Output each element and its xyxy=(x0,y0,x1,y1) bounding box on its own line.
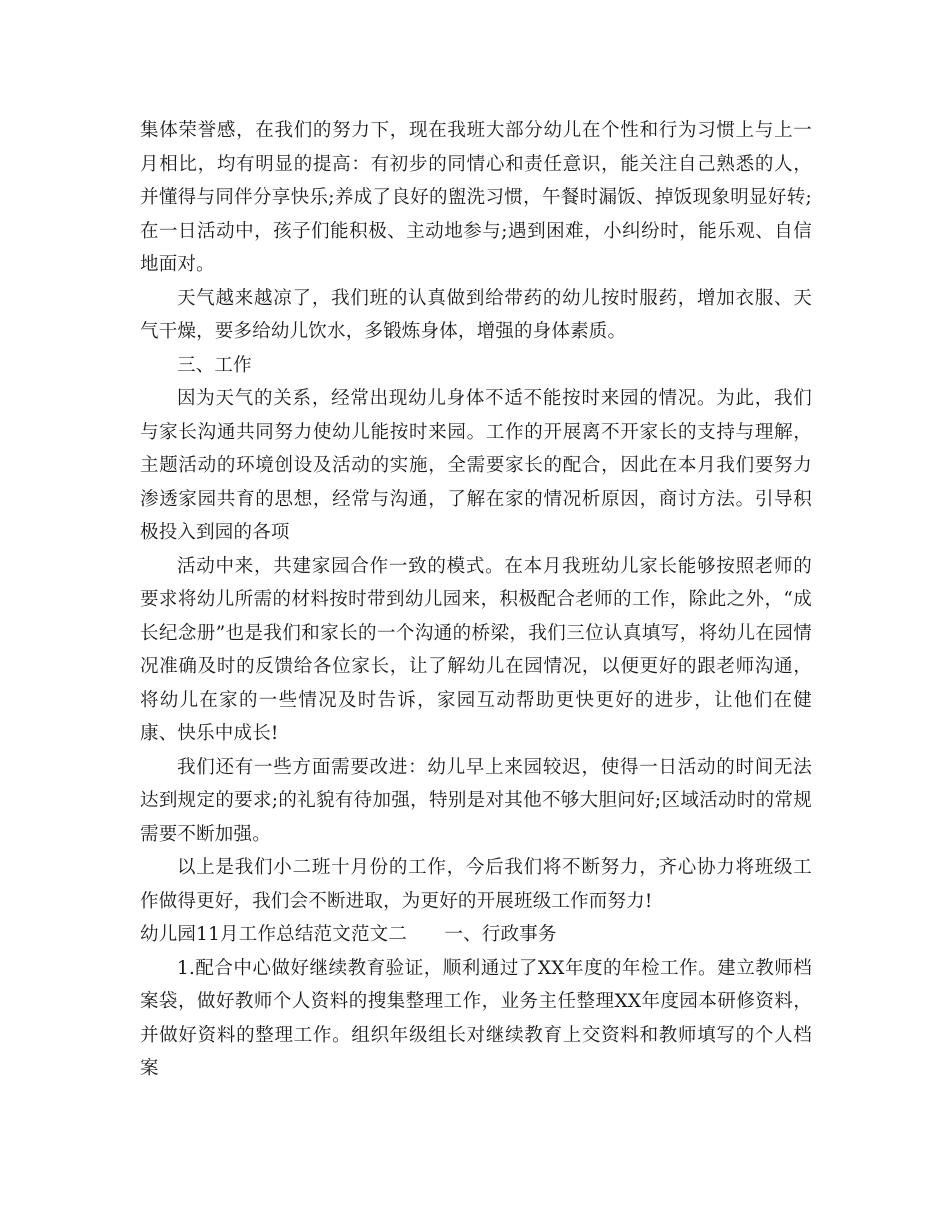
paragraph-collective-honor: 集体荣誉感，在我们的努力下，现在我班大部分幼儿在个性和行为习惯上与上一月相比，均有明显的提高：有初步的同情心和责任意识，能关注自己熟悉的人，并懂得与同伴分享快乐;养成了良好的盥洗习惯，午餐时漏饭、掉饭现象明显好转;在一日活动中，孩子们能积极、主动地参与;遇到困难，小纠纷时，能乐观、自信地面对。 xyxy=(140,120,812,275)
paragraph-conclusion: 以上是我们小二班十月份的工作，今后我们将不断努力，齐心协力将班级工作做得更好，我们会不断进取，为更好的开展班级工作而努力! xyxy=(140,857,812,912)
paragraph-administrative-affairs: 1.配合中心做好继续教育验证，顺利通过了XX年度的年检工作。建立教师档案袋，做好教师个人资料的搜集整理工作，业务主任整理XX年度园本研修资料，并做好资料的整理工作。组织年级组长对继续教育上交资料和教师填写的个人档案 xyxy=(140,957,812,1079)
paragraph-improvements: 我们还有一些方面需要改进：幼儿早上来园较迟，使得一日活动的时间无法达到规定的要求;的礼貌有待加强，特别是对其他不够大胆问好;区域活动时的常规需要不断加强。 xyxy=(140,756,812,845)
section-heading-work: 三、工作 xyxy=(177,354,252,376)
document-body xyxy=(140,114,812,1086)
section-title-sample-two: 幼儿园11月工作总结范文范文二 一、行政事务 xyxy=(140,924,557,945)
paragraph-weather: 天气越来越凉了，我们班的认真做到给带药的幼儿按时服药，增加衣服、天气干燥，要多给幼儿饮水，多锻炼身体，增强的身体素质。 xyxy=(140,287,812,342)
paragraph-parent-communication: 因为天气的关系，经常出现幼儿身体不适不能按时来园的情况。为此，我们与家长沟通共同努力使幼儿能按时来园。工作的开展离不开家长的支持与理解，主题活动的环境创设及活动的实施，全需要家长的配合，因此在本月我们要努力渗透家园共育的思想，经常与沟通，了解在家的情况析原因，商讨方法。引导积极投入到园的各项 xyxy=(140,388,812,543)
paragraph-home-school-cooperation: 活动中来，共建家园合作一致的模式。在本月我班幼儿家长能够按照老师的要求将幼儿所需的材料按时带到幼儿园来，积极配合老师的工作，除此之外，“成长纪念册”也是我们和家长的一个沟通的桥梁，我们三位认真填写，将幼儿在园情况准确及时的反馈给各位家长，让了解幼儿在园情况，以便更好的跟老师沟通，将幼儿在家的一些情况及时告诉，家园互动帮助更快更好的进步，让他们在健康、快乐中成长! xyxy=(140,555,812,744)
